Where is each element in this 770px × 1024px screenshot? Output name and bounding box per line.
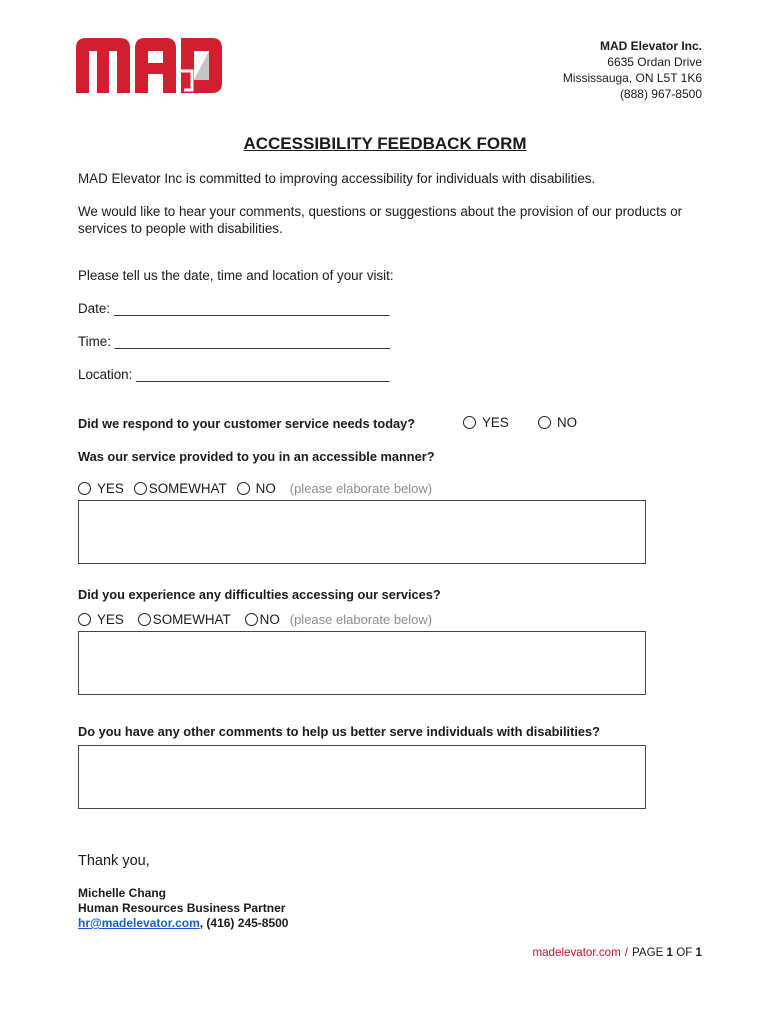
footer-page-total: 1 [695,946,702,959]
signer-contact [78,916,288,931]
location-field[interactable]: Location: __________________________________ [78,367,390,382]
q1-no-option[interactable] [538,415,577,430]
intro-line1: MAD Elevator Inc is committed to improving accessibility for individuals with disabilities. [78,171,596,186]
q2-text: Was our service provided to you in an accessible manner? [78,449,435,464]
q2-elaborate-box[interactable] [78,500,646,564]
q1-text: Did we respond to your customer service needs today? [78,416,416,431]
footer-site-link[interactable]: madelevator.com [532,946,621,959]
footer-separator: / [624,946,628,959]
q3-options [78,612,432,627]
radio-icon[interactable] [245,613,258,626]
company-phone: (888) 967-8500 [619,87,702,101]
q3-no-label: NO [259,612,280,627]
radio-icon[interactable] [78,482,91,495]
company-name: MAD Elevator Inc. [599,39,702,53]
q2-options [78,481,432,496]
radio-icon[interactable] [78,613,91,626]
q4-comments-box[interactable] [78,745,646,809]
q3-yes-label: YES [97,612,124,627]
q2-no-label: NO [255,481,276,496]
company-address [563,38,702,102]
email-link[interactable]: hr@madelevator.com [78,916,200,930]
radio-icon[interactable] [138,613,151,626]
form-title: ACCESSIBILITY FEEDBACK FORM [243,134,527,153]
date-field[interactable]: Date: _____________________________________ [78,301,390,316]
q3-somewhat-label: SOMEWHAT [152,612,231,627]
address-line2: Mississauga, ON L5T 1K6 [562,71,702,85]
footer-page-num: 1 [666,946,673,959]
q1-yes-label: YES [482,415,509,430]
signature-block [78,886,288,931]
q1-yes-option[interactable] [463,415,509,430]
radio-icon[interactable] [237,482,250,495]
time-field[interactable]: Time: _____________________________________ [78,334,391,349]
q3-hint: (please elaborate below) [289,612,433,627]
q2-somewhat-label: SOMEWHAT [148,481,227,496]
footer-of: OF [673,946,696,959]
radio-icon[interactable] [134,482,147,495]
q3-elaborate-box[interactable] [78,631,646,695]
intro-line2: We would like to hear your comments, questions or suggestions about the provision of our products or services to people with disabilities. [78,204,683,236]
visit-prompt: Please tell us the date, time and location of your visit: [78,268,394,283]
signer-role: Human Resources Business Partner [78,901,286,915]
page-footer [532,946,702,959]
footer-page-prefix: PAGE [631,946,667,959]
address-line1: 6635 Ordan Drive [607,55,702,69]
signer-name: Michelle Chang [78,886,167,900]
mad-logo [76,38,222,93]
closing-text: Thank you, [78,853,150,869]
q2-hint: (please elaborate below) [289,481,433,496]
q4-text: Do you have any other comments to help us better serve individuals with disabilities? [78,724,600,739]
radio-icon[interactable] [463,416,476,429]
signer-phone: , (416) 245-8500 [199,916,289,930]
q3-text: Did you experience any difficulties accessing our services? [78,587,441,602]
q2-yes-label: YES [97,481,124,496]
q1-no-label: NO [557,415,578,430]
radio-icon[interactable] [538,416,551,429]
